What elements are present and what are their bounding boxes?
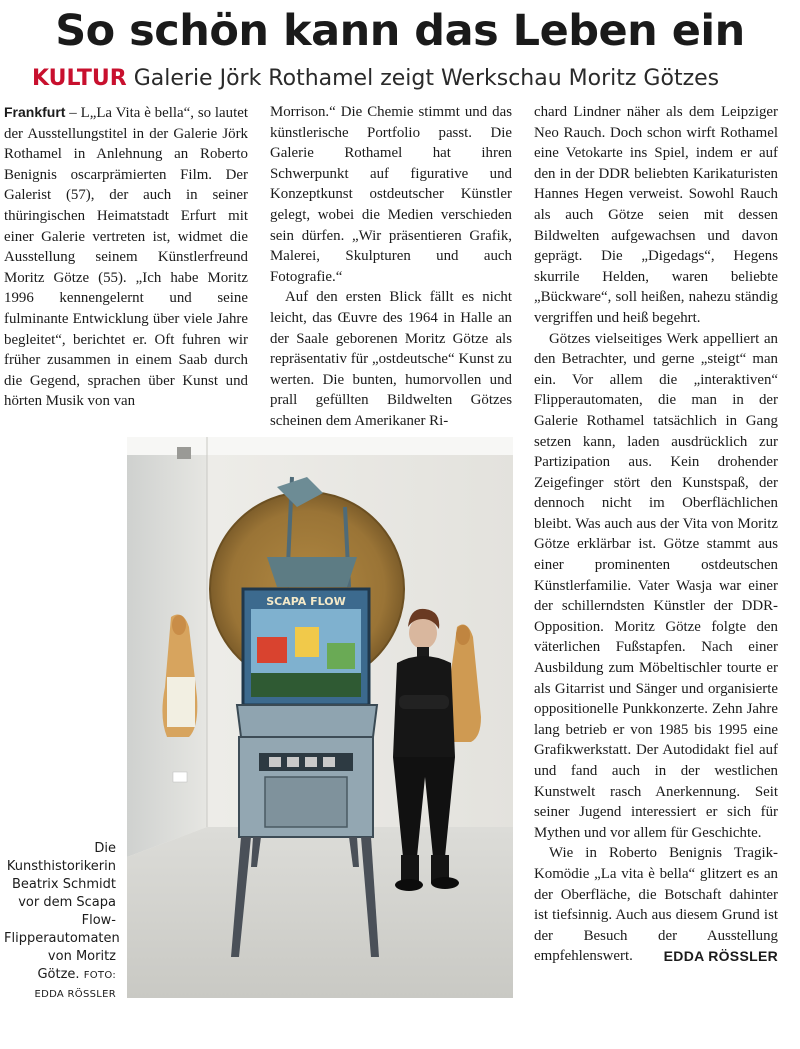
paragraph: Morrison.“ Die Chemie stimmt und das künstlerische Portfolio passt. Die Galerie Rothamel hat ihren Schwerpunkt auf figurative und Konzeptkunst ostdeutscher Künstler gelegt, wobei die Medien verschieden sein dürfen. „Wir präsentieren Grafik, Malerei, Skulpturen und auch Fotografie.“ (270, 104, 512, 285)
photo-caption (4, 840, 120, 1004)
artwork-sign: SCAPA FLOW (266, 595, 346, 608)
dateline: Frankfurt (4, 104, 66, 120)
paragraph: Wie in Roberto Benignis Tragik-Komödie „La vita è bella“ glitzert es an der Oberfläche, die Botschaft dahinter ist tiefsinnig. Auch aus diesem Grund ist der Besuch der Ausstellung empfehlenswert. (534, 845, 778, 965)
photo-credit-name: EDDA RÖSSLER (34, 989, 116, 1000)
paragraph: – L„La Vita è bella“, so lautet der Ausstellungstitel in der Galerie Jörk Rothamel in Anlehnung an Roberto Benignis oscarprämierten Film. Der Galerist (57), der auch in seiner thüringischen Heimatstadt Erfurt mit einer Galerie vertreten ist, widmet die Ausstellung seinem Künstlerfreund Moritz Götze (55). „Ich habe Moritz 1996 kennengelernt und seine fulminante Entwicklung über viele Jahre begleitet“, berichtet er. Oft fuhren wir früher zusammen in einem Saab durch die Gegend, sprachen über Kunst und hörten Musik von van (4, 105, 248, 410)
article-column-1 (4, 102, 248, 412)
subheadline-text: Galerie Jörk Rothamel zeigt Werkschau Moritz Götzes (133, 66, 720, 91)
byline: EDDA RÖSSLER (663, 948, 778, 965)
rubric-label: KULTUR (32, 66, 127, 91)
paragraph: Auf den ersten Blick fällt es nicht leicht, das Œuvre des 1964 in Halle an der Saale geborenen Moritz Götze als repräsentativ für „ostdeutsche“ Kunst zu werten. Die bunten, humorvollen und prall gefüllten Bildwelten Götzes scheinen dem Amerikaner Ri- (270, 289, 512, 429)
article-column-3 (534, 102, 778, 967)
subheadline (32, 66, 792, 91)
paragraph: chard Lindner näher als dem Leipziger Neo Rauch. Doch schon wirft Rothamel eine Vetokarte ins Spiel, indem er auf den in der DDR beliebten Karikaturisten Hannes Hegen verweist. Sowohl Rauch als auch Götze seien mit dessen Bildwelten aufgewachsen und davon geprägt. Die „Digedags“, Hegens skurrile Helden, waren beliebte „Bückware“, soll heißen, nahezu ständig vergriffen und heiß begehrt. (534, 104, 778, 326)
paragraph: Götzes vielseitiges Werk appelliert an den Betrachter, und gerne „steigt“ man ein. Vor allem die „interaktiven“ Flipperautomaten, die man in der Galerie Rothamel tatsächlich in Gang setzen kann, laden ausdrücklich zur Partizipation aus. Kein drohender Zeigefinger stört den Kunstspaß, der dennoch nicht im Oberflächlichen bleibt. Was auch aus der Vita von Moritz Götze erklärbar ist. Götze stammt aus einer prominenten ostdeutschen Künstlerfamilie. Vater Wasja war einer der schillerndsten Künstler der DDR-Opposition. Moritz Götze folgte den väterlichen Fußstapfen. Nach einer Ausbildung zum Möbeltischler tourte er als Gitarrist und Sänger und organisierte oppositionelle Punkkonzerte. Zehn Jahre lang betrieb er von 1985 bis 1995 eine Grafikwerkstatt. Der Autodidakt fiel auf und fand auch in der westlichen Kunstwelt rasch Anerkennung. Seit seiner Jugend interessiert er sich für Mythen und vor allem für Geschichte. (534, 330, 778, 841)
article-column-2 (270, 102, 512, 432)
article-photo (127, 437, 513, 998)
photo-credit-label: FOTO: (83, 970, 116, 981)
headline: So schön kann das Leben ein (55, 6, 745, 56)
caption-text: Die Kunsthistorikerin Beatrix Schmidt vor dem Scapa Flow-Flipperautomaten von Moritz Götze. (4, 841, 120, 982)
paragraph-final (534, 843, 778, 967)
photo-illustration (127, 437, 513, 998)
